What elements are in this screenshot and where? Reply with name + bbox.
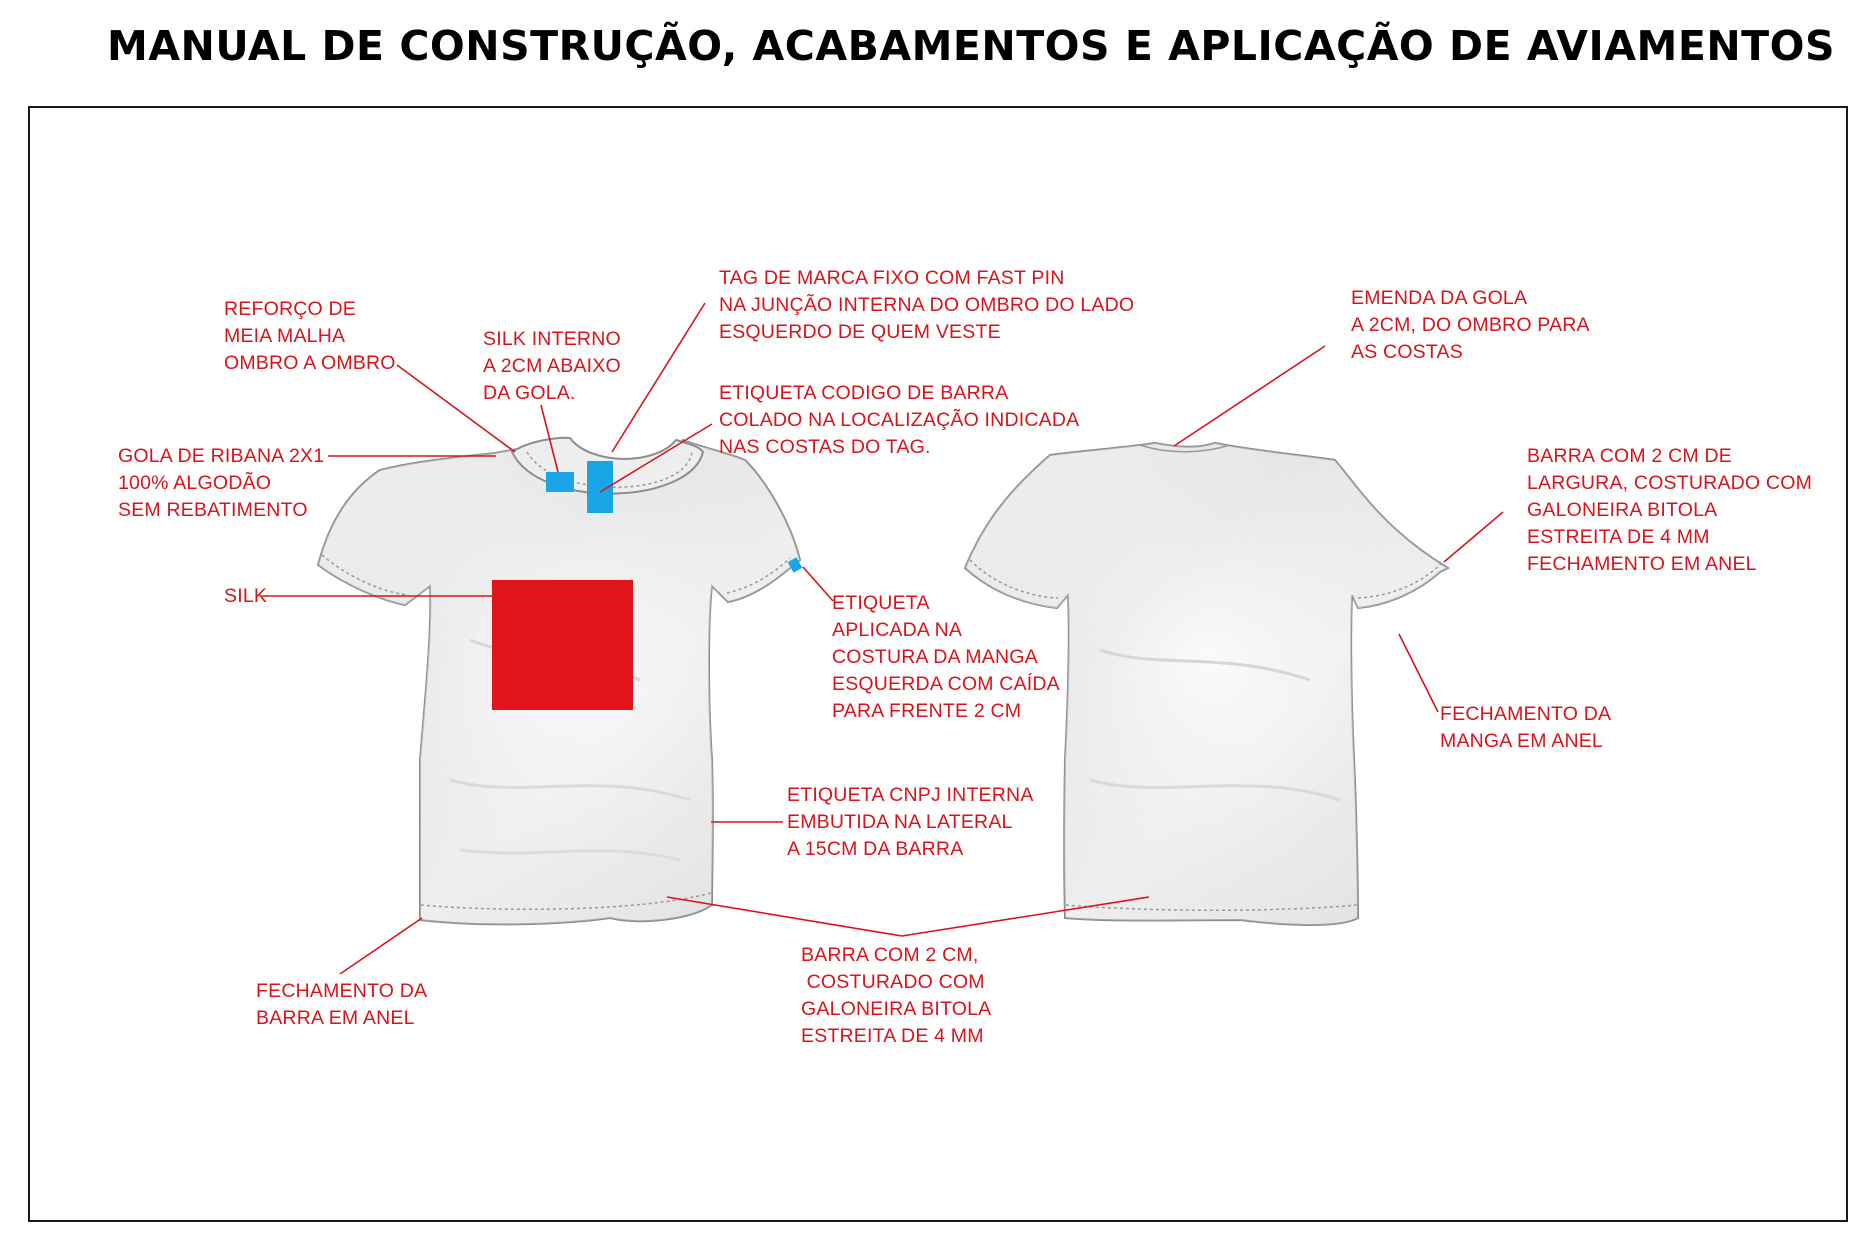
note-gola: GOLA DE RIBANA 2X1 100% ALGODÃO SEM REBATIMENTO bbox=[118, 445, 325, 521]
note-silk-interno: SILK INTERNO A 2CM ABAIXO DA GOLA. bbox=[483, 328, 621, 404]
leader-fechamento-manga bbox=[1399, 634, 1438, 712]
tshirt-front bbox=[318, 438, 802, 925]
leader-barra-frente bbox=[667, 897, 902, 936]
page-title: MANUAL DE CONSTRUÇÃO, ACABAMENTOS E APLICAÇÃO DE AVIAMENTOS bbox=[107, 22, 1835, 70]
note-etiqueta-manga: ETIQUETA APLICADA NA COSTURA DA MANGA ESQUERDA COM CAÍDA PARA FRENTE 2 CM bbox=[832, 592, 1060, 722]
note-barra-manga: BARRA COM 2 CM DE LARGURA, COSTURADO COM GALONEIRA BITOLA ESTREITA DE 4 MM FECHAMENTO EM ANEL bbox=[1527, 445, 1813, 575]
leader-emenda-gola bbox=[1174, 346, 1325, 446]
note-fechamento-barra: FECHAMENTO DA BARRA EM ANEL bbox=[256, 980, 428, 1029]
note-tag-marca: TAG DE MARCA FIXO COM FAST PIN NA JUNÇÃO INTERNA DO OMBRO DO LADO ESQUERDO DE QUEM VESTE bbox=[719, 267, 1135, 343]
note-emenda-gola: EMENDA DA GOLA A 2CM, DO OMBRO PARA AS COSTAS bbox=[1351, 287, 1590, 363]
internal-silk-label bbox=[546, 472, 574, 492]
silk-print-area bbox=[492, 580, 633, 710]
leader-barra-manga bbox=[1444, 512, 1503, 562]
note-fechamento-manga: FECHAMENTO DA MANGA EM ANEL bbox=[1440, 703, 1612, 752]
note-silk: SILK bbox=[224, 585, 268, 607]
note-etiqueta-cnpj: ETIQUETA CNPJ INTERNA EMBUTIDA NA LATERAL A 15CM DA BARRA bbox=[787, 784, 1034, 860]
note-reforco: REFORÇO DE MEIA MALHA OMBRO A OMBRO bbox=[224, 298, 396, 374]
leader-fechamento-barra bbox=[340, 918, 422, 974]
leader-etiqueta-manga bbox=[803, 567, 833, 601]
note-barra-frente-costas: BARRA COM 2 CM, COSTURADO COM GALONEIRA BITOLA ESTREITA DE 4 MM bbox=[801, 944, 992, 1047]
note-etiqueta-codigo: ETIQUETA CODIGO DE BARRA COLADO NA LOCALIZAÇÃO INDICADA NAS COSTAS DO TAG. bbox=[719, 382, 1080, 458]
leader-tag-marca bbox=[612, 303, 705, 452]
